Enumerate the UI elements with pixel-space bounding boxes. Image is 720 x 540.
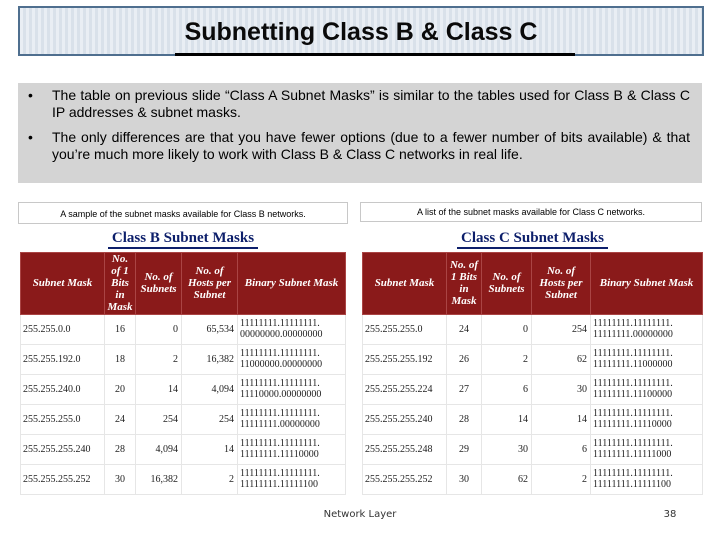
- binary-line: 11111111.11110000: [593, 419, 672, 430]
- binary-line: 11111111.11111000: [593, 449, 672, 460]
- subnet-mask-cell: 255.255.0.0: [21, 314, 105, 344]
- column-header: No. of Hosts per Subnet: [182, 252, 238, 314]
- column-header: No. of Subnets: [136, 252, 182, 314]
- bits-cell: 28: [447, 404, 482, 434]
- bits-cell: 16: [105, 314, 136, 344]
- bits-cell: 28: [105, 434, 136, 464]
- subnet-mask-cell: 255.255.255.252: [363, 464, 447, 494]
- subnet-mask-cell: 255.255.255.240: [21, 434, 105, 464]
- bullet-item: [28, 129, 690, 162]
- column-header: No. of 1 Bits in Mask: [447, 252, 482, 314]
- subnets-cell: 4,094: [136, 434, 182, 464]
- binary-line: 11111111.11100000: [593, 389, 673, 400]
- binary-line: 11111111.11111111.: [593, 377, 673, 389]
- subnet-mask-cell: 255.255.255.192: [363, 344, 447, 374]
- binary-line: 11111111.11111111.: [240, 377, 320, 389]
- caption-class-b: A sample of the subnet masks available for Class B networks.: [18, 202, 348, 224]
- table-row: [363, 464, 703, 494]
- binary-line: 11111111.11111111.: [240, 317, 320, 329]
- binary-mask-cell: [238, 374, 346, 404]
- subnets-cell: 16,382: [136, 464, 182, 494]
- binary-line: 11111111.11111111.: [593, 467, 673, 479]
- binary-line: 11111111.00000000: [240, 419, 320, 430]
- subnets-cell: 14: [136, 374, 182, 404]
- binary-mask-cell: [238, 404, 346, 434]
- bullet-text: The table on previous slide “Class A Subnet Masks” is similar to the tables used for Class B & Class C IP addresses & subnet masks.: [52, 87, 690, 120]
- table-row: [363, 434, 703, 464]
- table-row: [21, 344, 346, 374]
- table-row: [21, 464, 346, 494]
- hosts-cell: 2: [182, 464, 238, 494]
- binary-mask-cell: [238, 314, 346, 344]
- table-row: [363, 404, 703, 434]
- class-b-table-body: [21, 227, 346, 494]
- hosts-cell: 14: [532, 404, 591, 434]
- hosts-cell: 6: [532, 434, 591, 464]
- column-header: Binary Subnet Mask: [238, 252, 346, 314]
- binary-line: 11111111.00000000: [593, 329, 673, 340]
- table-row: [21, 314, 346, 344]
- subnets-cell: 0: [136, 314, 182, 344]
- hosts-cell: 16,382: [182, 344, 238, 374]
- caption-class-c: A list of the subnet masks available for Class C networks.: [360, 202, 702, 222]
- subnets-cell: 2: [482, 344, 532, 374]
- subnets-cell: 2: [136, 344, 182, 374]
- subnets-cell: 0: [482, 314, 532, 344]
- bullet-text: The only differences are that you have fewer options (due to a fewer number of bits available) & that you’re much more likely to work with Class B & Class C networks in real life.: [52, 129, 690, 162]
- column-header: No. of Hosts per Subnet: [532, 252, 591, 314]
- slide-title: Subnetting Class B & Class C: [184, 18, 538, 46]
- bits-cell: 29: [447, 434, 482, 464]
- binary-line: 11111111.11111111.: [593, 437, 673, 449]
- footer-text: Network Layer: [323, 509, 397, 520]
- subnets-cell: 6: [482, 374, 532, 404]
- binary-mask-cell: [591, 404, 703, 434]
- subnet-mask-cell: 255.255.255.0: [363, 314, 447, 344]
- binary-line: 11111111.11111111.: [240, 467, 320, 479]
- binary-mask-cell: [238, 344, 346, 374]
- hosts-cell: 62: [532, 344, 591, 374]
- binary-mask-cell: [591, 464, 703, 494]
- binary-line: 11111111.11110000: [240, 449, 319, 460]
- binary-line: 11111111.11111100: [593, 479, 672, 490]
- table-header-row: [363, 252, 703, 314]
- table-title-cell: [363, 227, 703, 252]
- hosts-cell: 65,534: [182, 314, 238, 344]
- binary-line: 11111111.11000000: [593, 359, 673, 370]
- binary-line: 11111111.11111111.: [593, 347, 673, 359]
- bits-cell: 30: [447, 464, 482, 494]
- subnets-cell: 62: [482, 464, 532, 494]
- class-b-table: [20, 227, 346, 495]
- table-title-row: [363, 227, 703, 252]
- binary-line: 11111111.11111111.: [240, 437, 320, 449]
- column-header: Subnet Mask: [21, 252, 105, 314]
- subnet-mask-cell: 255.255.192.0: [21, 344, 105, 374]
- bullet-panel: [18, 83, 702, 183]
- column-header: Subnet Mask: [363, 252, 447, 314]
- binary-mask-cell: [591, 374, 703, 404]
- subnet-mask-cell: 255.255.240.0: [21, 374, 105, 404]
- bullet-dot: •: [28, 129, 33, 145]
- bits-cell: 20: [105, 374, 136, 404]
- hosts-cell: 254: [182, 404, 238, 434]
- hosts-cell: 14: [182, 434, 238, 464]
- bits-cell: 24: [105, 404, 136, 434]
- binary-line: 11110000.00000000: [240, 389, 322, 400]
- title-underline: [175, 53, 575, 56]
- table-title: Class C Subnet Masks: [457, 229, 608, 249]
- hosts-cell: 254: [532, 314, 591, 344]
- hosts-cell: 4,094: [182, 374, 238, 404]
- binary-mask-cell: [238, 434, 346, 464]
- binary-line: 00000000.00000000: [240, 329, 323, 340]
- binary-line: 11111111.11111111.: [593, 407, 673, 419]
- table-row: [363, 374, 703, 404]
- title-bar: [18, 6, 704, 56]
- column-header: No. of 1 Bits in Mask: [105, 252, 136, 314]
- subnets-cell: 254: [136, 404, 182, 434]
- binary-line: 11111111.11111100: [240, 479, 319, 490]
- table-row: [21, 434, 346, 464]
- table-row: [363, 314, 703, 344]
- class-c-table: [362, 227, 703, 495]
- table-title-row: [21, 227, 346, 252]
- table-row: [363, 344, 703, 374]
- bits-cell: 18: [105, 344, 136, 374]
- table-title-cell: [21, 227, 346, 252]
- bits-cell: 26: [447, 344, 482, 374]
- binary-mask-cell: [591, 434, 703, 464]
- binary-line: 11111111.11111111.: [240, 407, 320, 419]
- subnet-mask-cell: 255.255.255.248: [363, 434, 447, 464]
- bits-cell: 30: [105, 464, 136, 494]
- binary-line: 11111111.11111111.: [240, 347, 320, 359]
- subnet-mask-cell: 255.255.255.0: [21, 404, 105, 434]
- bullet-dot: •: [28, 87, 33, 103]
- class-c-table-body: [363, 227, 703, 494]
- subnet-mask-cell: 255.255.255.240: [363, 404, 447, 434]
- hosts-cell: 2: [532, 464, 591, 494]
- column-header: Binary Subnet Mask: [591, 252, 703, 314]
- table-header-row: [21, 252, 346, 314]
- column-header: No. of Subnets: [482, 252, 532, 314]
- table-row: [21, 374, 346, 404]
- bits-cell: 27: [447, 374, 482, 404]
- binary-mask-cell: [238, 464, 346, 494]
- subnets-cell: 14: [482, 404, 532, 434]
- binary-mask-cell: [591, 314, 703, 344]
- subnets-cell: 30: [482, 434, 532, 464]
- table-row: [21, 404, 346, 434]
- subnet-mask-cell: 255.255.255.252: [21, 464, 105, 494]
- bullet-item: [28, 87, 690, 120]
- bits-cell: 24: [447, 314, 482, 344]
- binary-line: 11000000.00000000: [240, 359, 323, 370]
- binary-line: 11111111.11111111.: [593, 317, 673, 329]
- subnet-mask-cell: 255.255.255.224: [363, 374, 447, 404]
- hosts-cell: 30: [532, 374, 591, 404]
- binary-mask-cell: [591, 344, 703, 374]
- page-number: 38: [663, 509, 677, 520]
- table-title: Class B Subnet Masks: [108, 229, 258, 249]
